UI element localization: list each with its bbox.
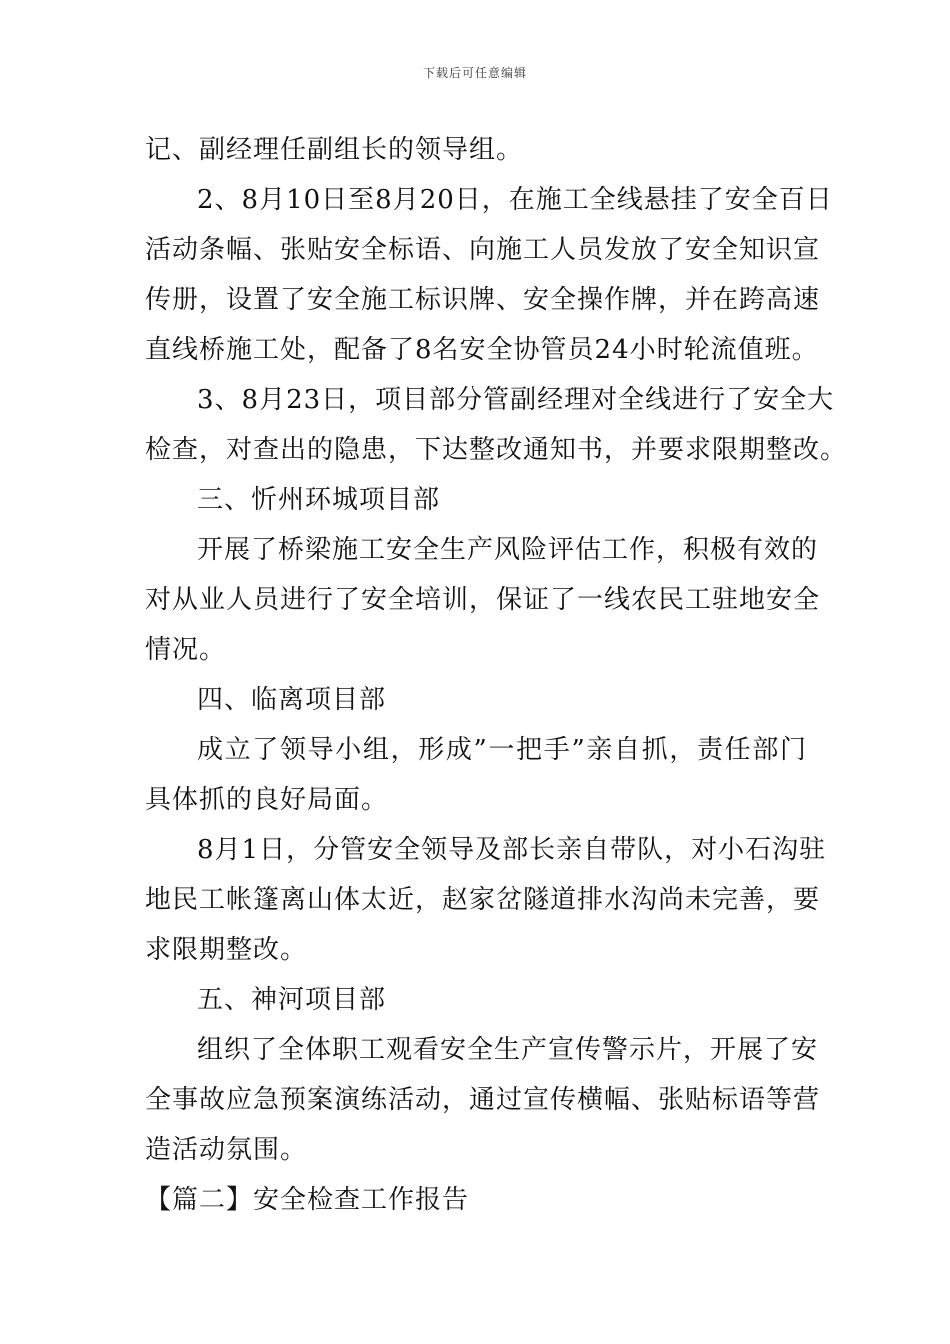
text-line: 检查，对查出的隐患，下达整改通知书，并要求限期整改。 (145, 435, 848, 465)
text-line: 活动条幅、张贴安全标语、向施工人员发放了安全知识宣 (145, 235, 821, 265)
text-line: 具体抓的良好局面。 (145, 785, 389, 815)
text-line: 8月1日，分管安全领导及部长亲自带队，对小石沟驻 (197, 835, 827, 865)
header-note: 下载后可任意编辑 (422, 66, 527, 80)
text-line: 2、8月10日至8月20日，在施工全线悬挂了安全百日 (197, 185, 833, 215)
text-line: 记、副经理任副组长的领导组。 (145, 135, 524, 165)
text-line: 直线桥施工处，配备了8名安全协管员24小时轮流值班。 (145, 335, 819, 365)
text-line: 对从业人员进行了安全培训，保证了一线农民工驻地安全 (145, 585, 821, 615)
chapter-heading: 【篇二】安全检查工作报告 (145, 1185, 470, 1215)
text-line: 组织了全体职工观看安全生产宣传警示片，开展了安 (197, 1035, 819, 1065)
section-heading: 五、神河项目部 (197, 985, 387, 1015)
text-line: 3、8月23日，项目部分管副经理对全线进行了安全大 (197, 385, 835, 415)
text-line: 地民工帐篷离山体太近，赵家岔隧道排水沟尚未完善，要 (145, 885, 821, 915)
text-line: 造活动氛围。 (145, 1135, 308, 1165)
text-line: 全事故应急预案演练活动，通过宣传横幅、张贴标语等营 (145, 1085, 821, 1115)
text-line: 成立了领导小组，形成”一把手”亲自抓，责任部门 (197, 735, 807, 765)
text-line: 传册，设置了安全施工标识牌、安全操作牌，并在跨高速 (145, 285, 821, 315)
text-line: 求限期整改。 (145, 935, 308, 965)
section-heading: 四、临离项目部 (197, 685, 387, 715)
section-heading: 三、忻州环城项目部 (197, 485, 441, 515)
text-line: 开展了桥梁施工安全生产风险评估工作，积极有效的 (197, 535, 819, 565)
text-line: 情况。 (145, 635, 227, 665)
